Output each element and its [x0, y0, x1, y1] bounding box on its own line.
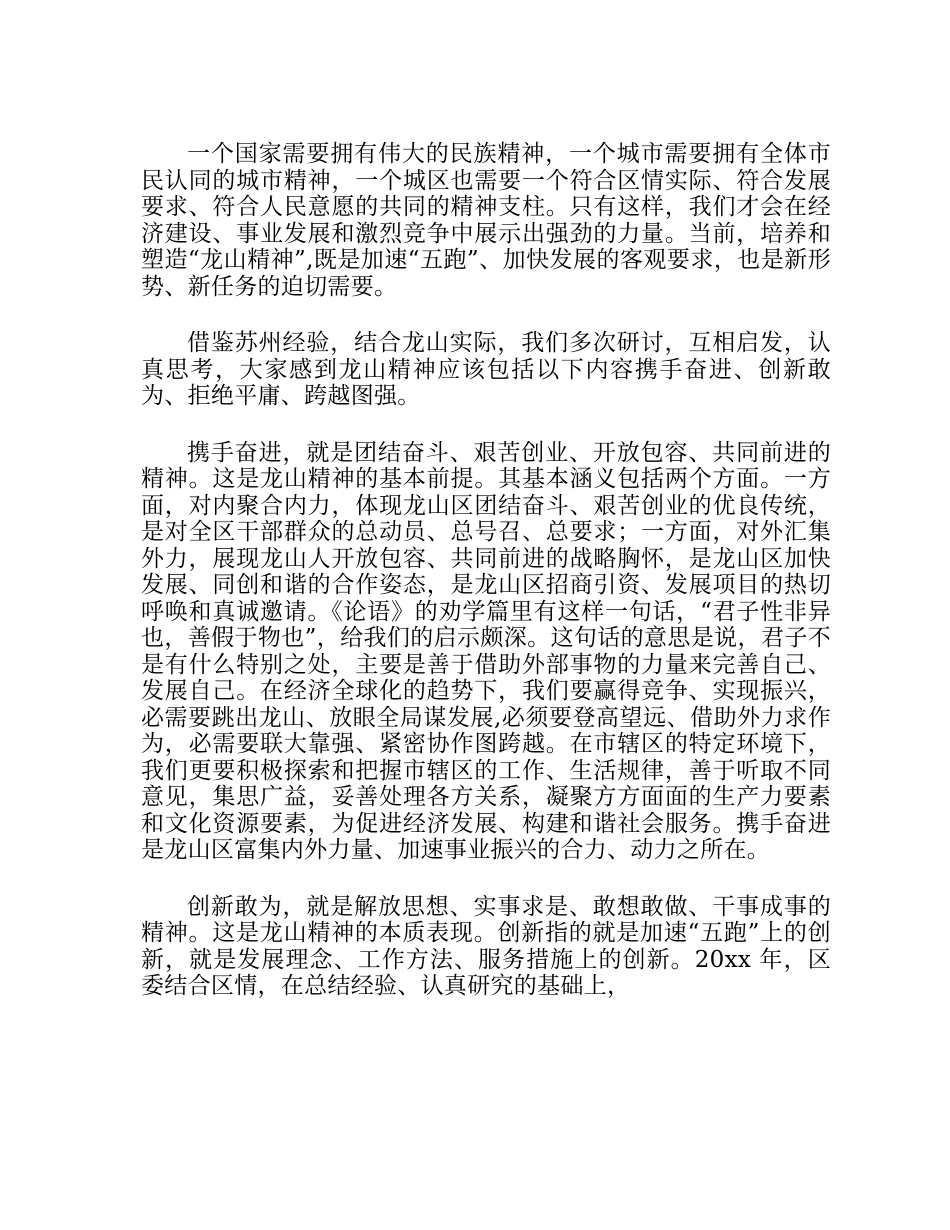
paragraph-4: 创新敢为，就是解放思想、实事求是、敢想敢做、干事成事的精神。这是龙山精神的本质表现。创新指的就是加速“五跑”上的创新，就是发展理念、工作方法、服务措施上的创新。20xx 年，区委结合区情，在总结经验、认真研究的基础上，	[141, 893, 831, 999]
paragraph-2: 借鉴苏州经验，结合龙山实际，我们多次研讨，互相启发，认真思考，大家感到龙山精神应该包括以下内容携手奋进、创新敢为、拒绝平庸、跨越图强。	[141, 330, 831, 409]
paragraph-1: 一个国家需要拥有伟大的民族精神，一个城市需要拥有全体市民认同的城市精神，一个城区也需要一个符合区情实际、符合发展要求、符合人民意愿的共同的精神支柱。只有这样，我们才会在经济建设、事业发展和激烈竞争中展示出强劲的力量。当前，培养和塑造“龙山精神”,既是加速“五跑”、加快发展的客观要求，也是新形势、新任务的迫切需要。	[141, 141, 831, 300]
paragraph-3: 携手奋进，就是团结奋斗、艰苦创业、开放包容、共同前进的精神。这是龙山精神的基本前提。其基本涵义包括两个方面。一方面，对内聚合内力，体现龙山区团结奋斗、艰苦创业的优良传统，是对全区干部群众的总动员、总号召、总要求；一方面，对外汇集外力，展现龙山人开放包容、共同前进的战略胸怀，是龙山区加快发展、同创和谐的合作姿态，是龙山区招商引资、发展项目的热切呼唤和真诚邀请。《论语》的劝学篇里有这样一句话，“君子性非异也，善假于物也”，给我们的启示颇深。这句话的意思是说，君子不是有什么特别之处，主要是善于借助外部事物的力量来完善自己、发展自己。在经济全球化的趋势下，我们要赢得竞争、实现振兴，必需要跳出龙山、放眼全局谋发展,必须要登高望远、借助外力求作为，必需要联大靠强、紧密协作图跨越。在市辖区的特定环境下，我们更要积极探索和把握市辖区的工作、生活规律，善于听取不同意见，集思广益，妥善处理各方关系，凝聚方方面面的生产力要素和文化资源要素，为促进经济发展、构建和谐社会服务。携手奋进是龙山区富集内外力量、加速事业振兴的合力、动力之所在。	[141, 439, 831, 863]
document-body	[141, 141, 831, 1030]
